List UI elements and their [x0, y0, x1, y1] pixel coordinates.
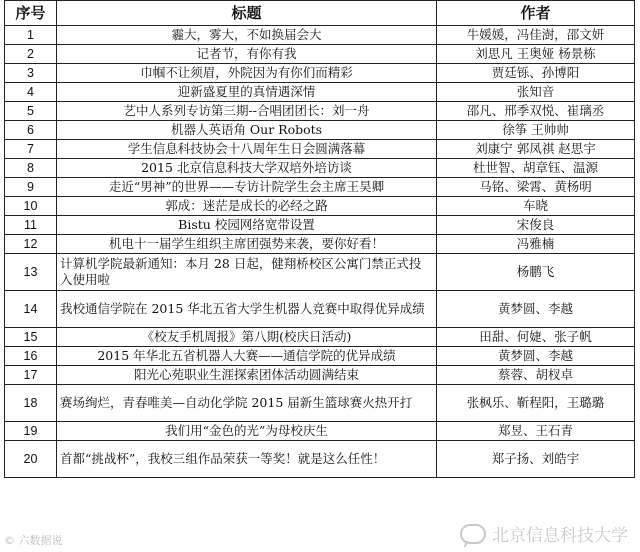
row-title: 我们用“金色的光”为母校庆生	[57, 422, 437, 441]
table-row	[5, 235, 635, 254]
row-title: 记者节，有你有我	[57, 45, 437, 64]
row-author: 邵凡、邢季双悦、崔璃丞	[437, 102, 635, 121]
row-title: 走近“男神”的世界——专访计院学生会主席王昊卿	[57, 178, 437, 197]
table-row	[5, 366, 635, 385]
header-title: 标题	[57, 1, 437, 26]
table-body	[5, 26, 635, 478]
row-number: 4	[5, 83, 57, 102]
row-author: 杜世智、胡章钰、温源	[437, 159, 635, 178]
table-row	[5, 441, 635, 478]
row-title: 2015 北京信息科技大学双培外培访谈	[57, 159, 437, 178]
row-number: 6	[5, 121, 57, 140]
row-author: 黄梦圆、李越	[437, 291, 635, 328]
row-author: 张枫乐、靳程阳，王璐璐	[437, 385, 635, 422]
table-row	[5, 385, 635, 422]
row-author: 张知音	[437, 83, 635, 102]
row-title: 阳光心苑职业生涯探索团体活动圆满结束	[57, 366, 437, 385]
row-title: 学生信息科技协会十八周年生日会圆满落幕	[57, 140, 437, 159]
row-author: 宋俊良	[437, 216, 635, 235]
header-row	[5, 1, 635, 26]
row-number: 3	[5, 64, 57, 83]
row-title: 迎新盛夏里的真情遇深情	[57, 83, 437, 102]
row-number: 19	[5, 422, 57, 441]
row-title: 《校友手机周报》第八期(校庆日活动)	[57, 328, 437, 347]
table-row	[5, 178, 635, 197]
row-author: 蔡蓉、胡杈卓	[437, 366, 635, 385]
header-no: 序号	[5, 1, 57, 26]
row-title: 我校通信学院在 2015 华北五省大学生机器人竞赛中取得优异成绩	[57, 291, 437, 328]
row-number: 16	[5, 347, 57, 366]
row-number: 2	[5, 45, 57, 64]
row-number: 8	[5, 159, 57, 178]
row-number: 9	[5, 178, 57, 197]
row-number: 14	[5, 291, 57, 328]
table-row	[5, 45, 635, 64]
table-row	[5, 26, 635, 45]
wechat-icon	[460, 524, 486, 544]
row-author: 郑子扬、刘皓宇	[437, 441, 635, 478]
row-author: 刘思凡 王奥娅 杨景栋	[437, 45, 635, 64]
row-author: 黄梦圆、李越	[437, 347, 635, 366]
row-title: 赛场绚烂，青春唯美—自动化学院 2015 届新生篮球赛火热开打	[57, 385, 437, 422]
row-number: 7	[5, 140, 57, 159]
table-row	[5, 216, 635, 235]
row-number: 1	[5, 26, 57, 45]
row-author: 刘康宁 郭凤祺 赵思宇	[437, 140, 635, 159]
row-number: 11	[5, 216, 57, 235]
row-author: 贾廷铄、孙博阳	[437, 64, 635, 83]
row-author: 冯雅楠	[437, 235, 635, 254]
articles-table	[4, 0, 635, 478]
table-row	[5, 121, 635, 140]
table-row	[5, 83, 635, 102]
table-row	[5, 140, 635, 159]
row-number: 18	[5, 385, 57, 422]
row-title: 机电十一届学生组织主席团强势来袭，要你好看！	[57, 235, 437, 254]
watermark-left: © 六数据说	[4, 534, 63, 547]
row-title: 机器人英语角 Our Robots	[57, 121, 437, 140]
row-author: 徐筝 王帅帅	[437, 121, 635, 140]
row-number: 20	[5, 441, 57, 478]
row-number: 10	[5, 197, 57, 216]
watermark-right	[460, 521, 628, 546]
row-title: 2015 年华北五省机器人大赛——通信学院的优异成绩	[57, 347, 437, 366]
row-title: Bistu 校园网络宽带设置	[57, 216, 437, 235]
table-row	[5, 328, 635, 347]
row-title: 巾帼不让须眉，外院因为有你们而精彩	[57, 64, 437, 83]
row-number: 12	[5, 235, 57, 254]
row-title: 郭成：迷茫是成长的必经之路	[57, 197, 437, 216]
header-author: 作者	[437, 1, 635, 26]
row-author: 牛媛媛，冯佳澍，邵文妍	[437, 26, 635, 45]
table-row	[5, 102, 635, 121]
row-author: 车晓	[437, 197, 635, 216]
table-row	[5, 422, 635, 441]
row-number: 17	[5, 366, 57, 385]
row-title: 艺中人系列专访第三期--合唱团团长：刘一舟	[57, 102, 437, 121]
row-number: 15	[5, 328, 57, 347]
table-row	[5, 159, 635, 178]
table-row	[5, 347, 635, 366]
row-number: 13	[5, 254, 57, 291]
row-author: 马铭、梁霄、黄杨明	[437, 178, 635, 197]
row-number: 5	[5, 102, 57, 121]
row-author: 杨鹏飞	[437, 254, 635, 291]
row-title: 首都“挑战杯”，我校三组作品荣获一等奖！就是这么任性！	[57, 441, 437, 478]
row-title: 计算机学院最新通知：本月 28 日起，健翔桥校区公寓门禁正式投入使用啦	[57, 254, 437, 291]
table-row	[5, 291, 635, 328]
row-title: 霾大，雾大，不如换届会大	[57, 26, 437, 45]
table-row	[5, 64, 635, 83]
table-row	[5, 254, 635, 291]
table-row	[5, 197, 635, 216]
row-author: 田甜、何婕、张子帆	[437, 328, 635, 347]
watermark-right-text: 北京信息科技大学	[492, 526, 628, 546]
row-author: 郑昱、王石青	[437, 422, 635, 441]
